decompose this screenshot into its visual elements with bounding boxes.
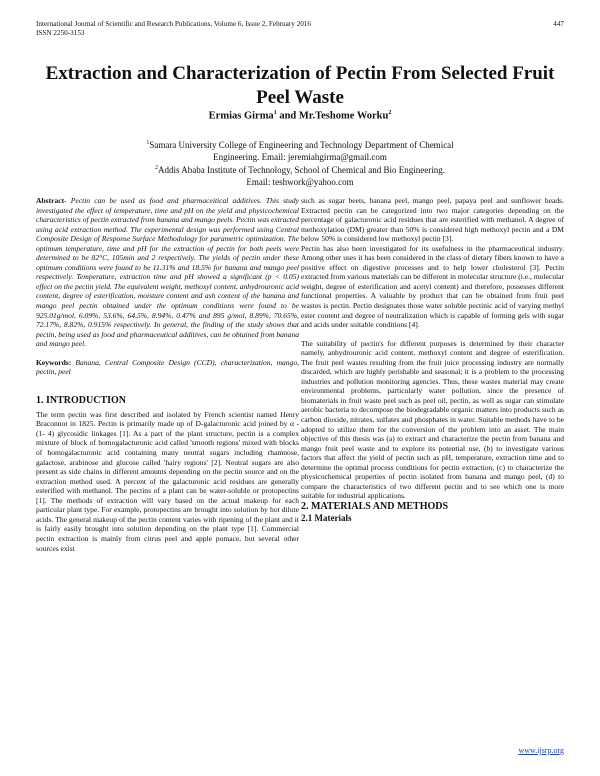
running-header: [36, 20, 311, 38]
keywords-label: Keywords:: [36, 357, 72, 367]
issn: ISSN 2250-3153: [36, 29, 85, 37]
author-2-sup: 2: [388, 110, 392, 116]
abstract-label: Abstract: [36, 196, 65, 205]
abstract: [36, 196, 299, 349]
author-joiner: and: [276, 110, 299, 122]
methods-heading: 2. MATERIALS AND METHODS: [301, 500, 449, 512]
affil-1-line2: Engineering. Email: jeremiahgirma@gmail.com: [213, 151, 387, 162]
materials-subheading: 2.1 Materials: [301, 512, 352, 523]
page-number: 447: [553, 20, 564, 28]
intro-para-3: Pectin has also been investigated for its usefulness in the pharmaceutical industry. Among other uses it has been considered in the class of dietary fibers known to have a positive effect on digestive processes and to help lower cholesterol [3]. Pectin extracted from various materials can be different in molecular structure (i.e., molecular weight, degree of esterification and acetyl content) and therefore, possesses different functional properties. A valuable by product that can be obtained from fruit peel wastes is pectin. Pectin designates those water soluble pectinic acid of varying methyl ester content and degree of neutralization which is capable of forming gels with sugar and acids under suitable conditions [4].: [301, 243, 564, 330]
journal-name: International Journal of Scientific and Research Publications, Volume 6, Issue 2, February 2016: [36, 20, 311, 28]
affil-1-sup: 1: [146, 140, 150, 146]
intro-para-4: The suitability of pectin's for different purposes is determined by their character namely, anhydrouronic acid content, methoxyl content and degree of esterification. The fruit peel wastes resulting from the fruit juice processing industry are normally discarded, which are highly perishable and seasonal; it is a problem to the processing industries and pollution monitoring agencies. Thus, these wastes material may create environmental problems, particularly water pollution, since the presence of biomaterials in fruit waste peel such as peel oil, pectin, as well as sugar can stimulate aerobic bacteria to decompose the biodegradable organic matters into products such as carbon dioxide, nitrates, sulfates and phosphates in water. Suitable methods have to be adopted to utilize them for the conversion of the problem into an asset. The main objective of this thesis was (a) to extract and characterize the pectin from banana and mango fruit peel waste and to explore its potential use, (b) to investigate various factors that affect the yield of pectin such as pH, temperature, extraction time and to determine the optimal process conditions for pectin extraction, (c) to characterize the physicochemical properties of pectin isolated from banana and mango peel, (d) to compare the characteristics of two different pectin and to see which one is more suitable for industrial applications.: [301, 338, 564, 501]
intro-para-2: such as sugar beets, banana peel, mango peel, papaya peel and sunflower heads. Extracted pectin can be categorized into two major categories depending on the percentage of galacturonic acid residues that are esterified with methanol. A degree of methoxylation (DM) greater than 50% is considered high methoxyl pectin and a DM below 50% is considered low methoxyl pectin [3].: [301, 196, 564, 244]
keywords: [36, 358, 299, 377]
right-column: [301, 196, 564, 524]
affil-1-line1: Samara University College of Engineering and Technology Department of Chemical: [149, 140, 454, 150]
paper-title: Extraction and Characterization of Pectin From Selected Fruit Peel Waste: [45, 63, 555, 108]
affil-2-sup: 2: [154, 165, 158, 171]
author-line: [0, 110, 600, 122]
keywords-text: Banana, Central Composite Design (CCD), characterization, mango, pectin, peel: [36, 357, 299, 377]
author-1: Ermias Girma: [208, 110, 274, 122]
intro-heading: 1. INTRODUCTION: [36, 394, 127, 406]
intro-para-1: The term pectin was first described and isolated by French scientist named Henry Braconnot in 1825. Pectin is primarily made up of D-galacturonic acid joined by α - (1- 4) glycosidic linkages [1]. As a part of the plant structure, pectin is a complex mixture of block of homogalacturonic acid called 'smooth regions' mixed with blocks of homogalacturonic acid containing many neutral sugars including rhamnose, galactose, arabinose and glucose called 'hairy regions' [2]. Neutral sugars are also present as side chains in different amounts depending on the pectin source and on the extraction method used. A percent of the galacturonic acid residues are generally esterified with methanol. The pectins of a plant can be water-soluble or protopectins [1]. The methods of extraction will vary based on the actual makeup for each particular plant type. For example, protopectins are brought into solution by hot dilute acids. The general makeup of the pectin content varies with ripening of the plant and it is fairly easily brought into solution depending on the plant type [1]. Commercial pectin extraction is mainly from citrus peel and apple pomace, but several other sources exist: [36, 409, 299, 553]
affil-2-line2: Email: teshwork@yahoo.com: [246, 176, 354, 187]
abstract-text: - Pectin can be used as food and pharmaceitical additives. This study investigated the effect of temperature, time and pH on the yield and physicochemical characteristics of pectin extracted from banana and mango peels. Pectin was extracted using acid extraction method. The experimental design was performed using Central Composite Design of Response Surface Methodology for parametric optimization. The optimum temperature, time and pH for the extraction of pectin for both peels were determined to be 82°C, 105min and 2 respectively. The yields of pectin under these optimum conditions were found to be 11.31% and 18.5% for banana and mango peel respectively. Temperature, extraction time and pH showed a significant (p < 0.05) effect on the pectin yield. The equivalent weight, methoxyl content, anhydrouronic acid content, degree of esterification, moisture content and ash content of the banana and mango peel pectin obtained under the optimum conditions were found to be 925.01g/mol, 6.09%, 53.6%, 64.5%, 8.94%, 0.47% and 895 g/mol, 8.89%, 70.65%, 72.17%, 8.82%, 0.915% respectively. In general, the finding of the study shows that pectin, being used as food and pharmaceutical additives, can be obtained from banana and mango peel.: [36, 196, 299, 349]
affil-2-line1: Addis Ababa Institute of Technology, School of Chemical and Bio Engineering.: [157, 165, 446, 175]
author-2: Mr.Teshome Worku: [298, 110, 389, 122]
left-column: [36, 196, 299, 553]
journal-website-link[interactable]: www.ijsrp.org: [518, 746, 564, 755]
affiliations: [40, 138, 560, 188]
author-1-sup: 1: [273, 110, 277, 116]
